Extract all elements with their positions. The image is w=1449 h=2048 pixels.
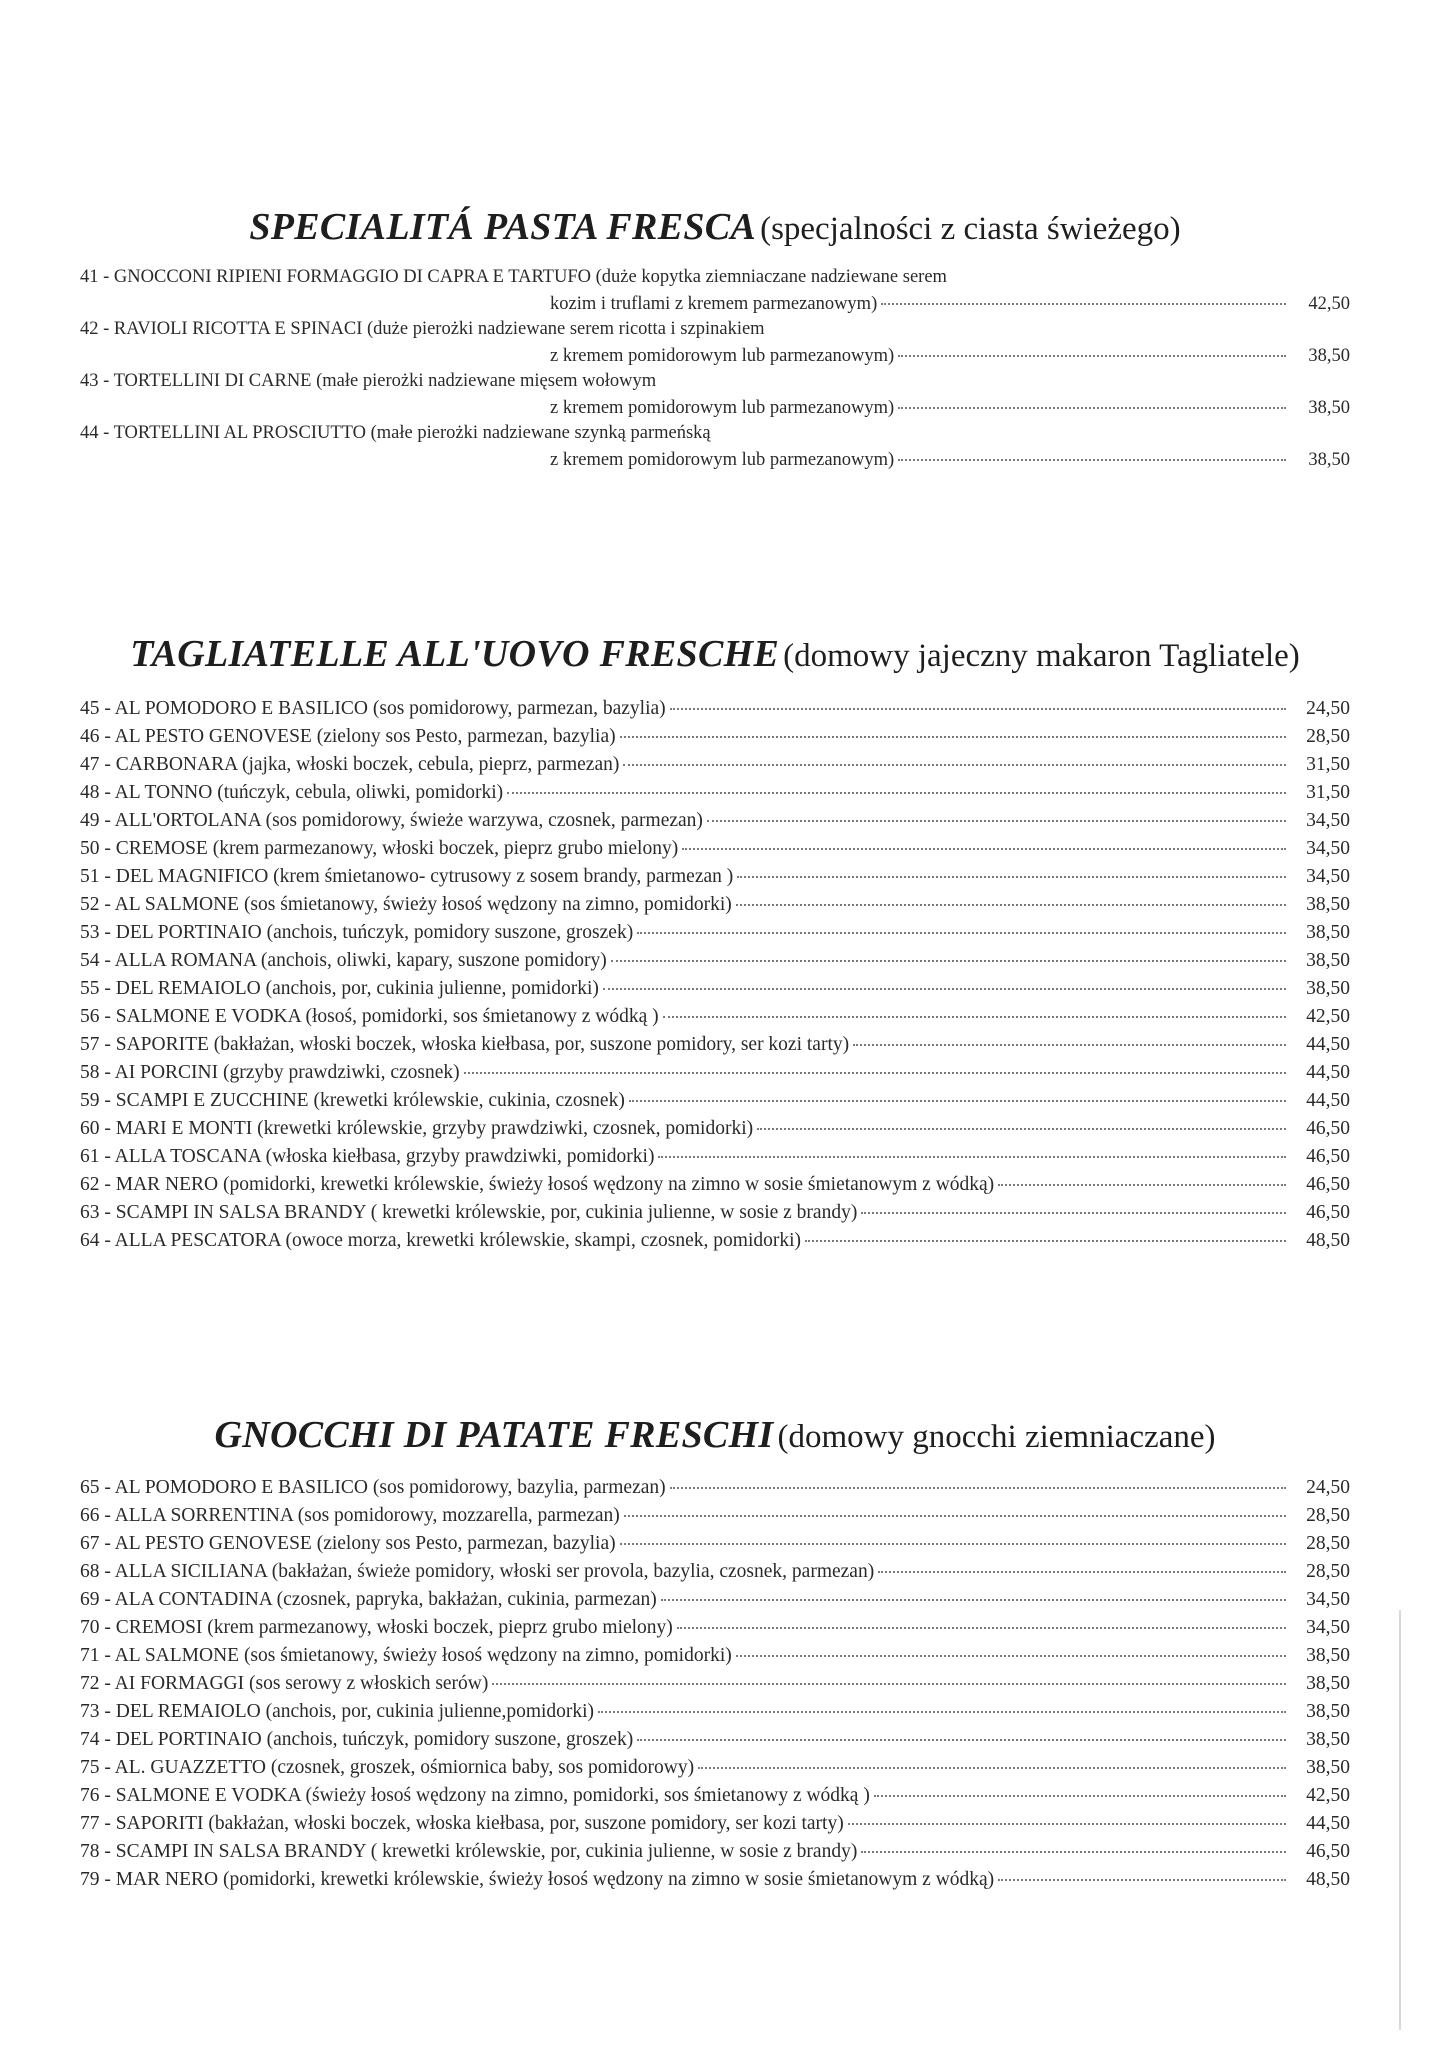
- dot-leader: [736, 886, 1286, 906]
- menu-item-name: 61 - ALLA TOSCANA (włoska kiełbasa, grzyby prawdziwki, pomidorki): [80, 1146, 655, 1167]
- menu-item-price: 38,50: [1308, 450, 1350, 470]
- menu-item-price: 38,50: [1308, 346, 1350, 366]
- menu-item-name: 74 - DEL PORTINAIO (anchois, tuńczyk, pomidory suszone, groszek): [80, 1729, 634, 1750]
- menu-item-price: 24,50: [1306, 698, 1350, 719]
- menu-item-price: 34,50: [1306, 1589, 1350, 1610]
- dot-leader: [707, 802, 1286, 822]
- dot-leader: [623, 746, 1286, 766]
- menu-item-name: 48 - AL TONNO (tuńczyk, cebula, oliwki, pomidorki): [80, 782, 504, 803]
- dot-leader: [874, 1777, 1286, 1797]
- menu-item-name: 42 - RAVIOLI RICOTTA E SPINACI (duże pierożki nadziewane serem ricotta i szpinakiem: [80, 319, 765, 339]
- menu-item-name: 77 - SAPORITI (bakłażan, włoski boczek, włoska kiełbasa, por, suszone pomidory, ser kozi tarty): [80, 1813, 844, 1834]
- dot-leader: [492, 1665, 1286, 1685]
- menu-item-price: 44,50: [1306, 1062, 1350, 1083]
- dot-leader: [861, 1194, 1286, 1214]
- menu-item-price: 34,50: [1306, 866, 1350, 887]
- menu-item-price: 38,50: [1306, 1757, 1350, 1778]
- section-gnocchi: [80, 1413, 1350, 1893]
- menu-item-price: 38,50: [1306, 922, 1350, 943]
- menu-item-price: 28,50: [1306, 1533, 1350, 1554]
- dot-leader: [620, 718, 1286, 738]
- menu-item-name: 47 - CARBONARA (jajka, włoski boczek, cebula, pieprz, parmezan): [80, 754, 620, 775]
- dot-leader: [611, 942, 1286, 962]
- menu-item-line-2: [80, 289, 1350, 315]
- menu-item-name: 63 - SCAMPI IN SALSA BRANDY ( krewetki królewskie, por, cukinia julienne, w sosie z brandy): [80, 1202, 858, 1223]
- menu-item-price: 31,50: [1306, 782, 1350, 803]
- menu-item-name: 59 - SCAMPI E ZUCCHINE (krewetki królewskie, cukinia, czosnek): [80, 1090, 625, 1111]
- menu-item-name: 58 - AI PORCINI (grzyby prawdziwki, czosnek): [80, 1062, 460, 1083]
- dot-leader: [658, 1138, 1286, 1158]
- menu-item-line-2: [80, 393, 1350, 419]
- dot-leader: [737, 858, 1286, 878]
- menu-item-price: 46,50: [1306, 1118, 1350, 1139]
- menu-item-name: 67 - AL PESTO GENOVESE (zielony sos Pesto, parmezan, bazylia): [80, 1533, 616, 1554]
- menu-item-name: 53 - DEL PORTINAIO (anchois, tuńczyk, pomidory suszone, groszek): [80, 922, 634, 943]
- menu-item-price: 31,50: [1306, 754, 1350, 775]
- dot-leader: [698, 1749, 1286, 1769]
- dot-leader: [998, 1166, 1286, 1186]
- menu-item-name: 65 - AL POMODORO E BASILICO (sos pomidorowy, bazylia, parmezan): [80, 1477, 666, 1498]
- menu-item-name: 66 - ALLA SORRENTINA (sos pomidorowy, mozzarella, parmezan): [80, 1505, 620, 1526]
- menu-item-price: 38,50: [1306, 1729, 1350, 1750]
- dot-leader: [898, 337, 1286, 357]
- section-title-italian: TAGLIATELLE ALL'UOVO FRESCHE: [130, 633, 780, 675]
- dot-leader: [677, 1609, 1286, 1629]
- menu-item-price: 34,50: [1306, 1617, 1350, 1638]
- menu-item-price: 38,50: [1308, 398, 1350, 418]
- section-tagliatelle: [80, 632, 1350, 1254]
- menu-item-price: 42,50: [1306, 1006, 1350, 1027]
- menu-item-price: 38,50: [1306, 1645, 1350, 1666]
- section-title-polish: (specjalności z ciasta świeżego): [760, 211, 1181, 247]
- menu-item-price: 44,50: [1306, 1034, 1350, 1055]
- menu-item-description: z kremem pomidorowym lub parmezanowym): [550, 450, 895, 470]
- menu-item-name: 64 - ALLA PESCATORA (owoce morza, krewetki królewskie, skampi, czosnek, pomidorki): [80, 1230, 802, 1251]
- menu-item-name: 72 - AI FORMAGGI (sos serowy z włoskich serów): [80, 1673, 489, 1694]
- menu-item-price: 28,50: [1306, 726, 1350, 747]
- menu-item-list: [80, 1473, 1350, 1893]
- section-heading: [80, 205, 1350, 249]
- menu-item-price: 48,50: [1306, 1869, 1350, 1890]
- dot-leader: [598, 1693, 1286, 1713]
- menu-item-name: 41 - GNOCCONI RIPIENI FORMAGGIO DI CAPRA E TARTUFO (duże kopytka ziemniaczane nadziewane serem: [80, 267, 947, 287]
- menu-item-name: 54 - ALLA ROMANA (anchois, oliwki, kapary, suszone pomidory): [80, 950, 607, 971]
- dot-leader: [663, 998, 1286, 1018]
- menu-item-name: 68 - ALLA SICILIANA (bakłażan, świeże pomidory, włoski ser provola, bazylia, czosnek, parmezan): [80, 1561, 875, 1582]
- menu-item-name: 55 - DEL REMAIOLO (anchois, por, cukinia julienne, pomidorki): [80, 978, 599, 999]
- menu-item-name: 52 - AL SALMONE (sos śmietanowy, świeży łosoś wędzony na zimno, pomidorki): [80, 894, 732, 915]
- dot-leader: [682, 830, 1286, 850]
- dot-leader: [881, 285, 1286, 305]
- dot-leader: [464, 1054, 1286, 1074]
- menu-item-price: 44,50: [1306, 1090, 1350, 1111]
- menu-item-list: [80, 263, 1350, 471]
- dot-leader: [848, 1805, 1286, 1825]
- menu-item-name: 60 - MARI E MONTI (krewetki królewskie, grzyby prawdziwki, czosnek, pomidorki): [80, 1118, 754, 1139]
- dot-leader: [670, 1469, 1286, 1489]
- menu-item-name: 43 - TORTELLINI DI CARNE (małe pierożki nadziewane mięsem wołowym: [80, 371, 657, 391]
- scan-edge-line: [1399, 1610, 1401, 2030]
- menu-item-price: 38,50: [1306, 1673, 1350, 1694]
- menu-item-price: 38,50: [1306, 978, 1350, 999]
- menu-item-price: 34,50: [1306, 810, 1350, 831]
- menu-item-price: 44,50: [1306, 1813, 1350, 1834]
- menu-item-price: 46,50: [1306, 1841, 1350, 1862]
- dot-leader: [853, 1026, 1286, 1046]
- menu-item-name: 76 - SALMONE E VODKA (świeży łosoś wędzony na zimno, pomidorki, sos śmietanowy z wódką ): [80, 1785, 870, 1806]
- menu-item-name: 45 - AL POMODORO E BASILICO (sos pomidorowy, parmezan, bazylia): [80, 698, 666, 719]
- dot-leader: [898, 389, 1286, 409]
- menu-item-price: 34,50: [1306, 838, 1350, 859]
- dot-leader: [805, 1222, 1286, 1242]
- menu-item-name: 49 - ALL'ORTOLANA (sos pomidorowy, świeże warzywa, czosnek, parmezan): [80, 810, 703, 831]
- menu-item-price: 28,50: [1306, 1561, 1350, 1582]
- dot-leader: [637, 914, 1286, 934]
- section-pasta-fresca: [80, 205, 1350, 471]
- dot-leader: [898, 441, 1286, 461]
- menu-item-price: 42,50: [1306, 1785, 1350, 1806]
- menu-item-name: 79 - MAR NERO (pomidorki, krewetki królewskie, świeży łosoś wędzony na zimno w sosie śmietanowym z wódką): [80, 1869, 995, 1890]
- menu-item-price: 28,50: [1306, 1505, 1350, 1526]
- menu-item: [80, 1226, 1350, 1254]
- menu-item-name: 71 - AL SALMONE (sos śmietanowy, świeży łosoś wędzony na zimno, pomidorki): [80, 1645, 732, 1666]
- menu-item-price: 38,50: [1306, 894, 1350, 915]
- dot-leader: [736, 1637, 1286, 1657]
- section-heading: [80, 632, 1350, 676]
- menu-item-name: 73 - DEL REMAIOLO (anchois, por, cukinia julienne,pomidorki): [80, 1701, 595, 1722]
- menu-item-name: 75 - AL. GUAZZETTO (czosnek, groszek, ośmiornica baby, sos pomidorowy): [80, 1757, 695, 1778]
- menu-item-line-2: [80, 445, 1350, 471]
- menu-item-price: 24,50: [1306, 1477, 1350, 1498]
- menu-item-name: 44 - TORTELLINI AL PROSCIUTTO (małe pierożki nadziewane szynką parmeńską: [80, 423, 711, 443]
- dot-leader: [861, 1833, 1286, 1853]
- section-title-polish: (domowy gnocchi ziemniaczane): [777, 1419, 1216, 1455]
- dot-leader: [878, 1553, 1286, 1573]
- menu-item-name: 62 - MAR NERO (pomidorki, krewetki królewskie, świeży łosoś wędzony na zimno w sosie śmietanowym z wódką): [80, 1174, 995, 1195]
- menu-item-price: 46,50: [1306, 1174, 1350, 1195]
- section-title-italian: GNOCCHI DI PATATE FRESCHI: [214, 1414, 774, 1456]
- menu-item-name: 69 - ALA CONTADINA (czosnek, papryka, bakłażan, cukinia, parmezan): [80, 1589, 657, 1610]
- menu-item-description: kozim i truflami z kremem parmezanowym): [550, 294, 878, 314]
- dot-leader: [670, 690, 1286, 710]
- dot-leader: [624, 1497, 1286, 1517]
- menu-item-name: 57 - SAPORITE (bakłażan, włoski boczek, włoska kiełbasa, por, suszone pomidory, ser kozi tarty): [80, 1034, 850, 1055]
- menu-item-name: 46 - AL PESTO GENOVESE (zielony sos Pesto, parmezan, bazylia): [80, 726, 616, 747]
- menu-item-list: [80, 694, 1350, 1254]
- menu-item-price: 48,50: [1306, 1230, 1350, 1251]
- menu-item-price: 42,50: [1308, 294, 1350, 314]
- menu-item-name: 50 - CREMOSE (krem parmezanowy, włoski boczek, pieprz grubo mielony): [80, 838, 679, 859]
- menu-item-description: z kremem pomidorowym lub parmezanowym): [550, 398, 895, 418]
- menu-item-price: 46,50: [1306, 1146, 1350, 1167]
- dot-leader: [757, 1110, 1286, 1130]
- menu-item-description: z kremem pomidorowym lub parmezanowym): [550, 346, 895, 366]
- menu-item: [80, 1865, 1350, 1893]
- menu-item-name: 70 - CREMOSI (krem parmezanowy, włoski boczek, pieprz grubo mielony): [80, 1617, 673, 1638]
- menu-item-price: 38,50: [1306, 1701, 1350, 1722]
- menu-item-line-2: [80, 341, 1350, 367]
- dot-leader: [998, 1861, 1286, 1881]
- menu-item-price: 46,50: [1306, 1202, 1350, 1223]
- menu-item-price: 38,50: [1306, 950, 1350, 971]
- dot-leader: [603, 970, 1286, 990]
- menu-item-name: 78 - SCAMPI IN SALSA BRANDY ( krewetki królewskie, por, cukinia julienne, w sosie z brandy): [80, 1841, 858, 1862]
- menu-item-name: 51 - DEL MAGNIFICO (krem śmietanowo- cytrusowy z sosem brandy, parmezan ): [80, 866, 734, 887]
- menu-item-name: 56 - SALMONE E VODKA (łosoś, pomidorki, sos śmietanowy z wódką ): [80, 1006, 659, 1027]
- dot-leader: [661, 1581, 1286, 1601]
- dot-leader: [637, 1721, 1286, 1741]
- section-heading: [80, 1413, 1350, 1457]
- dot-leader: [629, 1082, 1286, 1102]
- dot-leader: [620, 1525, 1286, 1545]
- section-title-italian: SPECIALITÁ PASTA FRESCA: [249, 206, 757, 248]
- section-title-polish: (domowy jajeczny makaron Tagliatele): [783, 638, 1300, 674]
- dot-leader: [507, 774, 1286, 794]
